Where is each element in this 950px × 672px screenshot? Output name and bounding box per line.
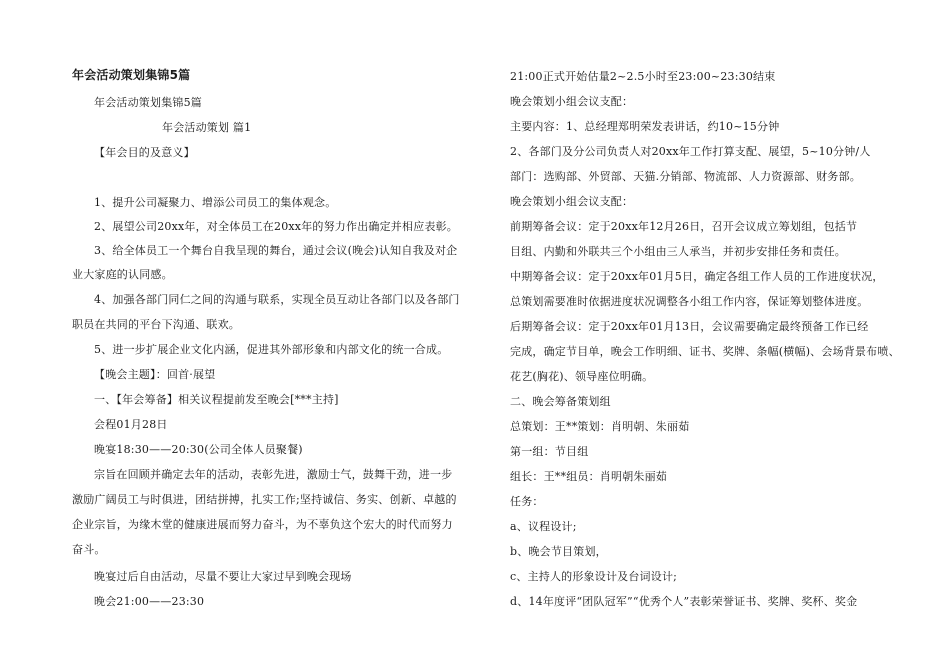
paragraph: 后期筹备会议：定于20xx年01月13日，会议需要确定最终预备工作已经 (510, 320, 869, 333)
paragraph: 一、【年会筹备】相关议程提前发至晚会[***主持] (94, 393, 339, 406)
paragraph: 业大家庭的认同感。 (72, 268, 173, 281)
paragraph: 企业宗旨，为缘木堂的健康进展而努力奋斗，为不辜负这个宏大的时代而努力 (72, 518, 453, 531)
subtitle: 年会活动策划集锦5篇 (94, 96, 202, 109)
paragraph: 1、提升公司凝聚力、增添公司员工的集体观念。 (94, 196, 337, 209)
paragraph: 完成，确定节目单，晚会工作明细、证书、奖牌、条幅(横幅)、会场背景布喷、 (510, 345, 900, 358)
paragraph: 【晚会主题】：回首·展望 (94, 368, 216, 381)
paragraph: 3、给全体员工一个舞台自我呈现的舞台，通过会议(晚会)认知自我及对企 (94, 244, 458, 257)
paragraph: 主要内容：1、总经理郑明荣发表讲话，约10~15分钟 (510, 120, 780, 133)
paragraph: 晚宴过后自由活动，尽量不要让大家过早到晚会现场 (94, 570, 352, 583)
paragraph: 部门：选购部、外贸部、天猫.分销部、物流部、人力资源部、财务部。 (510, 170, 861, 183)
paragraph: 二、晚会筹备策划组 (510, 395, 611, 408)
paragraph: 任务： (510, 495, 544, 508)
paragraph: 21:00正式开始估量2~2.5小时至23:00~23:30结束 (510, 70, 776, 83)
document-title: 年会活动策划集锦5篇 (72, 68, 191, 82)
paragraph: 组长：王**组员：肖明朝朱丽茹 (510, 470, 667, 483)
paragraph: a、议程设计; (510, 520, 577, 533)
paragraph: 晚宴18:30——20:30(公司全体人员聚餐) (94, 443, 303, 456)
paragraph: 2、展望公司20xx年，对全体员工在20xx年的努力作出确定并相应表彰。 (94, 220, 459, 233)
paragraph: 会程01月28日 (94, 418, 168, 431)
paragraph: b、晚会节目策划， (510, 545, 607, 558)
paragraph: 晚会21:00——23:30 (94, 595, 205, 608)
paragraph: d、14年度评“团队冠军”“优秀个人”表彰荣誉证书、奖牌、奖杯、奖金 (510, 595, 858, 608)
section-heading: 年会活动策划 篇1 (162, 121, 252, 134)
paragraph: 目组、内勤和外联共三个小组由三人承当，并初步安排任务和责任。 (510, 245, 846, 258)
paragraph: 5、进一步扩展企业文化内涵，促进其外部形象和内部文化的统一合成。 (94, 343, 449, 356)
paragraph: 总策划需要准时依据进度状况调整各小组工作内容，保证筹划整体进度。 (510, 295, 869, 308)
paragraph: 【年会目的及意义】 (94, 146, 195, 159)
paragraph: 前期筹备会议：定于20xx年12月26日，召开会议成立筹划组，包括节 (510, 220, 858, 233)
paragraph: 总策划：王**策划：肖明朝、朱丽茹 (510, 420, 690, 433)
paragraph: 晚会策划小组会议支配： (510, 95, 634, 108)
paragraph: 第一组：节目组 (510, 445, 589, 458)
paragraph: 职员在共同的平台下沟通、联欢。 (72, 318, 240, 331)
paragraph: 晚会策划小组会议支配： (510, 195, 634, 208)
paragraph: 花艺(胸花)、领导座位明确。 (510, 370, 654, 383)
paragraph: 宗旨在回顾并确定去年的活动，表彰先进，激励士气，鼓舞干劲，进一步 (94, 468, 453, 481)
paragraph: 奋斗。 (72, 543, 106, 556)
paragraph: c、主持人的形象设计及台词设计; (510, 570, 678, 583)
paragraph: 4、加强各部门同仁之间的沟通与联系，实现全员互动让各部门以及各部门 (94, 293, 460, 306)
paragraph: 激励广阔员工与时俱进，团结拼搏，扎实工作;坚持诚信、务实、创新、卓越的 (72, 493, 457, 506)
paragraph: 中期筹备会议：定于20xx年01月5日，确定各组工作人员的工作进度状况， (510, 270, 884, 283)
paragraph: 2、各部门及分公司负责人对20xx年工作打算支配、展望，5~10分钟/人 (510, 145, 871, 158)
